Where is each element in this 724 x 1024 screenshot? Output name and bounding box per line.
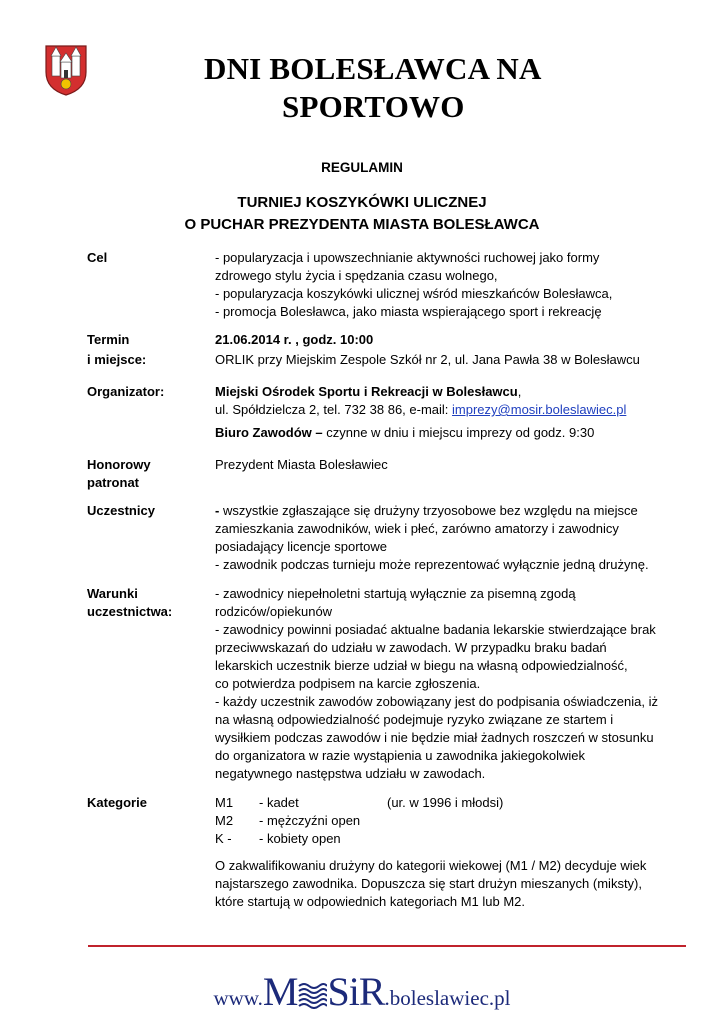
uczestnicy-value xyxy=(215,502,685,574)
kategorie-note-line: O zakwalifikowaniu drużyny do kategorii wiekowej (M1 / M2) decyduje wiek xyxy=(215,858,647,873)
uczestnicy-line: wszystkie zgłaszające się drużyny trzyosobowe bez względu na miejsce xyxy=(219,503,638,518)
patronat-value: Prezydent Miasta Bolesławiec xyxy=(215,457,388,472)
biuro-label: Biuro Zawodów – xyxy=(215,425,323,440)
footer-website[interactable] xyxy=(0,968,724,1015)
footer-brand-rest: SiR xyxy=(327,969,385,1014)
warunki-line: rodziców/opiekunów xyxy=(215,604,333,619)
warunki-value xyxy=(215,585,685,783)
patronat-label-line-1: Honorowy xyxy=(87,457,151,472)
uczestnicy-line: posiadający licencje sportowe xyxy=(215,539,387,554)
organizator-label: Organizator: xyxy=(87,384,165,399)
miejsce-label: i miejsce: xyxy=(87,352,147,367)
warunki-line: przeciwwskazań do udziału w zawodach. W przypadku braku badań xyxy=(215,640,607,655)
kategoria-name: - kobiety open xyxy=(259,831,341,846)
organizator-value xyxy=(215,383,685,442)
warunki-label-line-2: uczestnictwa: xyxy=(87,604,173,619)
page-title xyxy=(204,50,624,126)
tournament-heading xyxy=(0,192,724,236)
organizator-name-suffix: , xyxy=(517,384,522,399)
footer-brand-m: M xyxy=(262,969,298,1014)
waves-logo-icon xyxy=(297,979,327,1009)
patronat-label-line-2: patronat xyxy=(87,475,139,490)
kategorie-label: Kategorie xyxy=(87,795,147,810)
cel-label: Cel xyxy=(87,250,108,265)
tournament-line-1: TURNIEJ KOSZYKÓWKI ULICZNEJ xyxy=(237,194,487,211)
email-link[interactable]: imprezy@mosir.boleslawiec.pl xyxy=(452,402,627,417)
biuro-text: czynne w dniu i miejscu imprezy od godz. 9:30 xyxy=(322,425,595,440)
footer-domain: .boleslawiec.pl xyxy=(384,986,511,1010)
kategoria-name: - mężczyźni open xyxy=(259,813,361,828)
cel-line: zdrowego stylu życia i spędzania czasu wolnego, xyxy=(215,268,498,283)
warunki-line: - zawodnicy powinni posiadać aktualne badania lekarskie stwierdzające brak xyxy=(215,622,656,637)
organizator-name: Miejski Ośrodek Sportu i Rekreacji w Bolesławcu xyxy=(215,384,518,399)
organizator-address: ul. Spółdzielcza 2, tel. 732 38 86, e-mail: xyxy=(215,402,453,417)
warunki-line: - zawodnicy niepełnoletni startują wyłącznie za pisemną zgodą xyxy=(215,586,576,601)
kategoria-note: (ur. w 1996 i młodsi) xyxy=(387,795,504,810)
kategorie-note-line: które startują w odpowiednich kategoriach M1 lub M2. xyxy=(215,894,525,909)
uczestnicy-label: Uczestnicy xyxy=(87,503,155,518)
regulamin-heading: REGULAMIN xyxy=(321,160,403,175)
kategoria-code: M1 xyxy=(215,795,234,810)
kategoria-name: - kadet xyxy=(259,795,299,810)
uczestnicy-line: - zawodnik podczas turnieju może reprezentować wyłącznie jedną drużynę. xyxy=(215,557,649,572)
kategoria-row xyxy=(215,812,685,830)
warunki-line: na własną odpowiedzialność podejmuje ryzyko związane ze startem i xyxy=(215,712,614,727)
warunki-line: wysiłkiem podczas zawodów i nie będzie miał żadnych roszczeń w stosunku xyxy=(215,730,654,745)
uczestnicy-line: zamieszkania zawodników, wiek i płeć, zarówno amatorzy i zawodnicy xyxy=(215,521,619,536)
termin-place: ORLIK przy Miejskim Zespole Szkół nr 2, ul. Jana Pawła 38 w Bolesławcu xyxy=(215,352,640,367)
kategorie-list xyxy=(215,794,685,848)
cel-line: - promocja Bolesławca, jako miasta wspierającego sport i rekreację xyxy=(215,304,602,319)
termin-date: 21.06.2014 r. , godz. 10:00 xyxy=(215,332,374,347)
warunki-label xyxy=(87,585,172,621)
kategorie-note-line: najstarszego zawodnika. Dopuszcza się start drużyn mieszanych (miksty), xyxy=(215,876,642,891)
warunki-line: co potwierdza podpisem na karcie zgłoszenia. xyxy=(215,676,481,691)
termin-value xyxy=(215,331,685,369)
title-line-1: DNI BOLESŁAWCA NA xyxy=(204,51,542,86)
footer-divider xyxy=(88,945,686,947)
tournament-line-2: O PUCHAR PREZYDENTA MIASTA BOLESŁAWCA xyxy=(184,216,540,233)
cel-line: - popularyzacja i upowszechnianie aktywności ruchowej jako formy xyxy=(215,250,600,265)
termin-label: Termin xyxy=(87,332,130,347)
uczestnicy-dash: - xyxy=(215,503,220,518)
footer-prefix: www. xyxy=(213,986,263,1010)
kategoria-code: K - xyxy=(215,831,232,846)
cel-line: - popularyzacja koszykówki ulicznej wśród mieszkańców Bolesławca, xyxy=(215,286,613,301)
warunki-label-line-1: Warunki xyxy=(87,586,138,601)
warunki-line: lekarskich uczestnik bierze udział w biegu na własną odpowiedzialność, xyxy=(215,658,628,673)
warunki-line: negatywnego następstwa udziału w zawodach. xyxy=(215,766,486,781)
kategoria-row xyxy=(215,794,685,812)
kategoria-code: M2 xyxy=(215,813,234,828)
city-crest-icon xyxy=(44,44,88,96)
kategoria-row xyxy=(215,830,685,848)
patronat-label xyxy=(87,456,151,492)
warunki-line: - każdy uczestnik zawodów zobowiązany jest do podpisania oświadczenia, iż xyxy=(215,694,658,709)
title-line-2: SPORTOWO xyxy=(282,89,465,124)
cel-value xyxy=(215,249,685,321)
warunki-line: do organizatora w razie wystąpienia u zawodnika jakiegokolwiek xyxy=(215,748,585,763)
kategorie-notes xyxy=(215,857,685,911)
